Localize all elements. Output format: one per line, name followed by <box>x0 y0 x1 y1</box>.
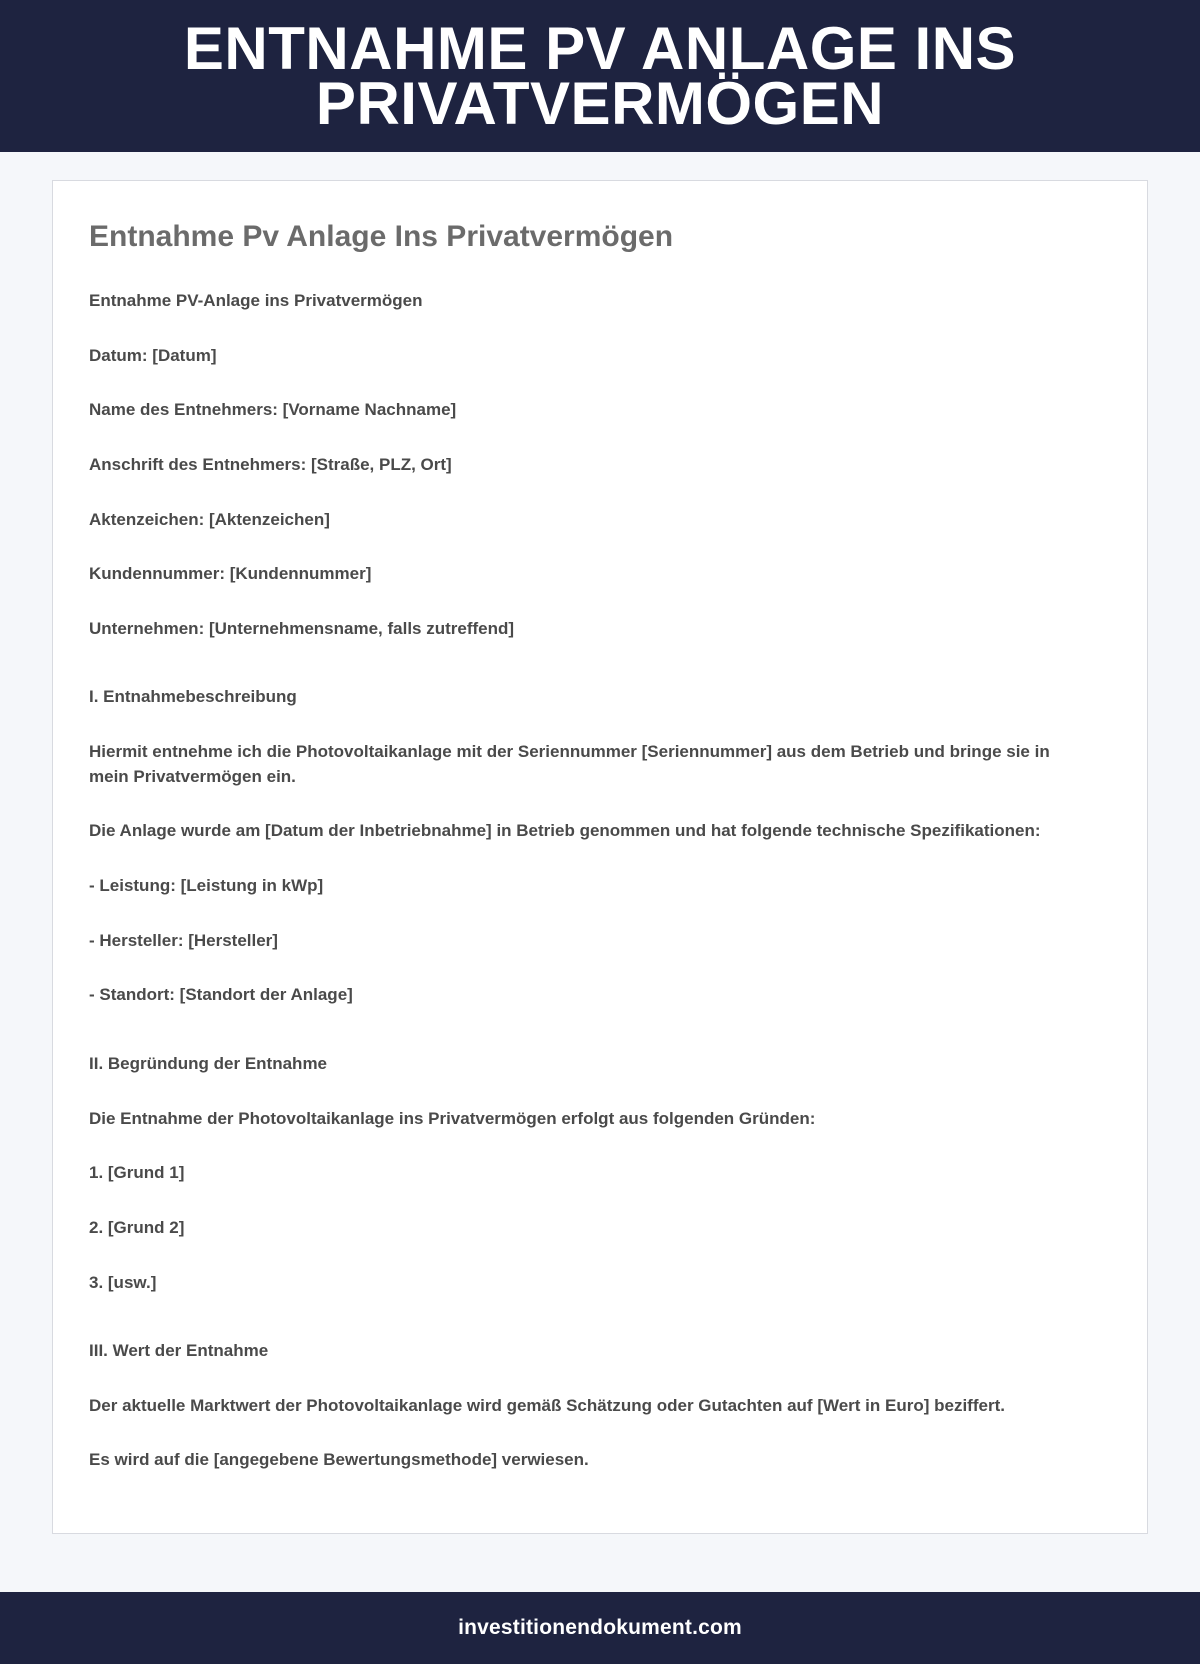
spec-leistung: - Leistung: [Leistung in kWp] <box>89 876 324 896</box>
spec-standort: - Standort: [Standort der Anlage] <box>89 985 353 1005</box>
section-3-heading: III. Wert der Entnahme <box>89 1341 269 1361</box>
field-anschrift: Anschrift des Entnehmers: [Straße, PLZ, Ort] <box>89 454 452 474</box>
section-2-heading: II. Begründung der Entnahme <box>89 1053 328 1073</box>
intro-line: Entnahme PV-Anlage ins Privatvermögen <box>89 291 423 310</box>
field-datum: Datum: [Datum] <box>89 345 217 365</box>
section-2-p1: Die Entnahme der Photovoltaikanlage ins Privatvermögen erfolgt aus folgenden Gründen: <box>89 1108 816 1128</box>
spec-hersteller: - Hersteller: [Hersteller] <box>89 930 278 950</box>
page-footer <box>0 1592 1200 1664</box>
section-1-p1: Hiermit entnehme ich die Photovoltaikanlage mit der Seriennummer [Seriennummer] aus dem Betrieb und bringe sie in mein Privatvermögen ein. <box>89 742 1050 786</box>
footer-spacer <box>0 1534 1200 1592</box>
field-name: Name des Entnehmers: [Vorname Nachname] <box>89 400 457 420</box>
section-3-p1: Der aktuelle Marktwert der Photovoltaikanlage wird gemäß Schätzung oder Gutachten auf [Wert in Euro] beziffert. <box>89 1395 1005 1415</box>
section-1-p2: Die Anlage wurde am [Datum der Inbetriebnahme] in Betrieb genommen und hat folgende technische Spezifikationen: <box>89 821 1041 841</box>
footer-site-name: investitionendokument.com <box>458 1616 742 1640</box>
page-content <box>0 152 1200 1534</box>
document-body <box>89 289 1111 1473</box>
section-3-p2: Es wird auf die [angegebene Bewertungsmethode] verwiesen. <box>89 1450 589 1470</box>
banner-title: ENTNAHME PV ANLAGE INS PRIVATVERMÖGEN <box>183 14 1017 137</box>
field-kundennummer: Kundennummer: [Kundennummer] <box>89 564 372 584</box>
section-1-heading: I. Entnahmebeschreibung <box>89 687 297 707</box>
grund-1: 1. [Grund 1] <box>89 1163 185 1183</box>
document-card <box>52 180 1148 1534</box>
field-aktenzeichen: Aktenzeichen: [Aktenzeichen] <box>89 509 330 529</box>
document-title: Entnahme Pv Anlage Ins Privatvermögen <box>89 220 674 253</box>
page-banner <box>0 0 1200 152</box>
grund-2: 2. [Grund 2] <box>89 1217 185 1237</box>
grund-3: 3. [usw.] <box>89 1272 157 1292</box>
field-unternehmen: Unternehmen: [Unternehmensname, falls zutreffend] <box>89 618 515 638</box>
